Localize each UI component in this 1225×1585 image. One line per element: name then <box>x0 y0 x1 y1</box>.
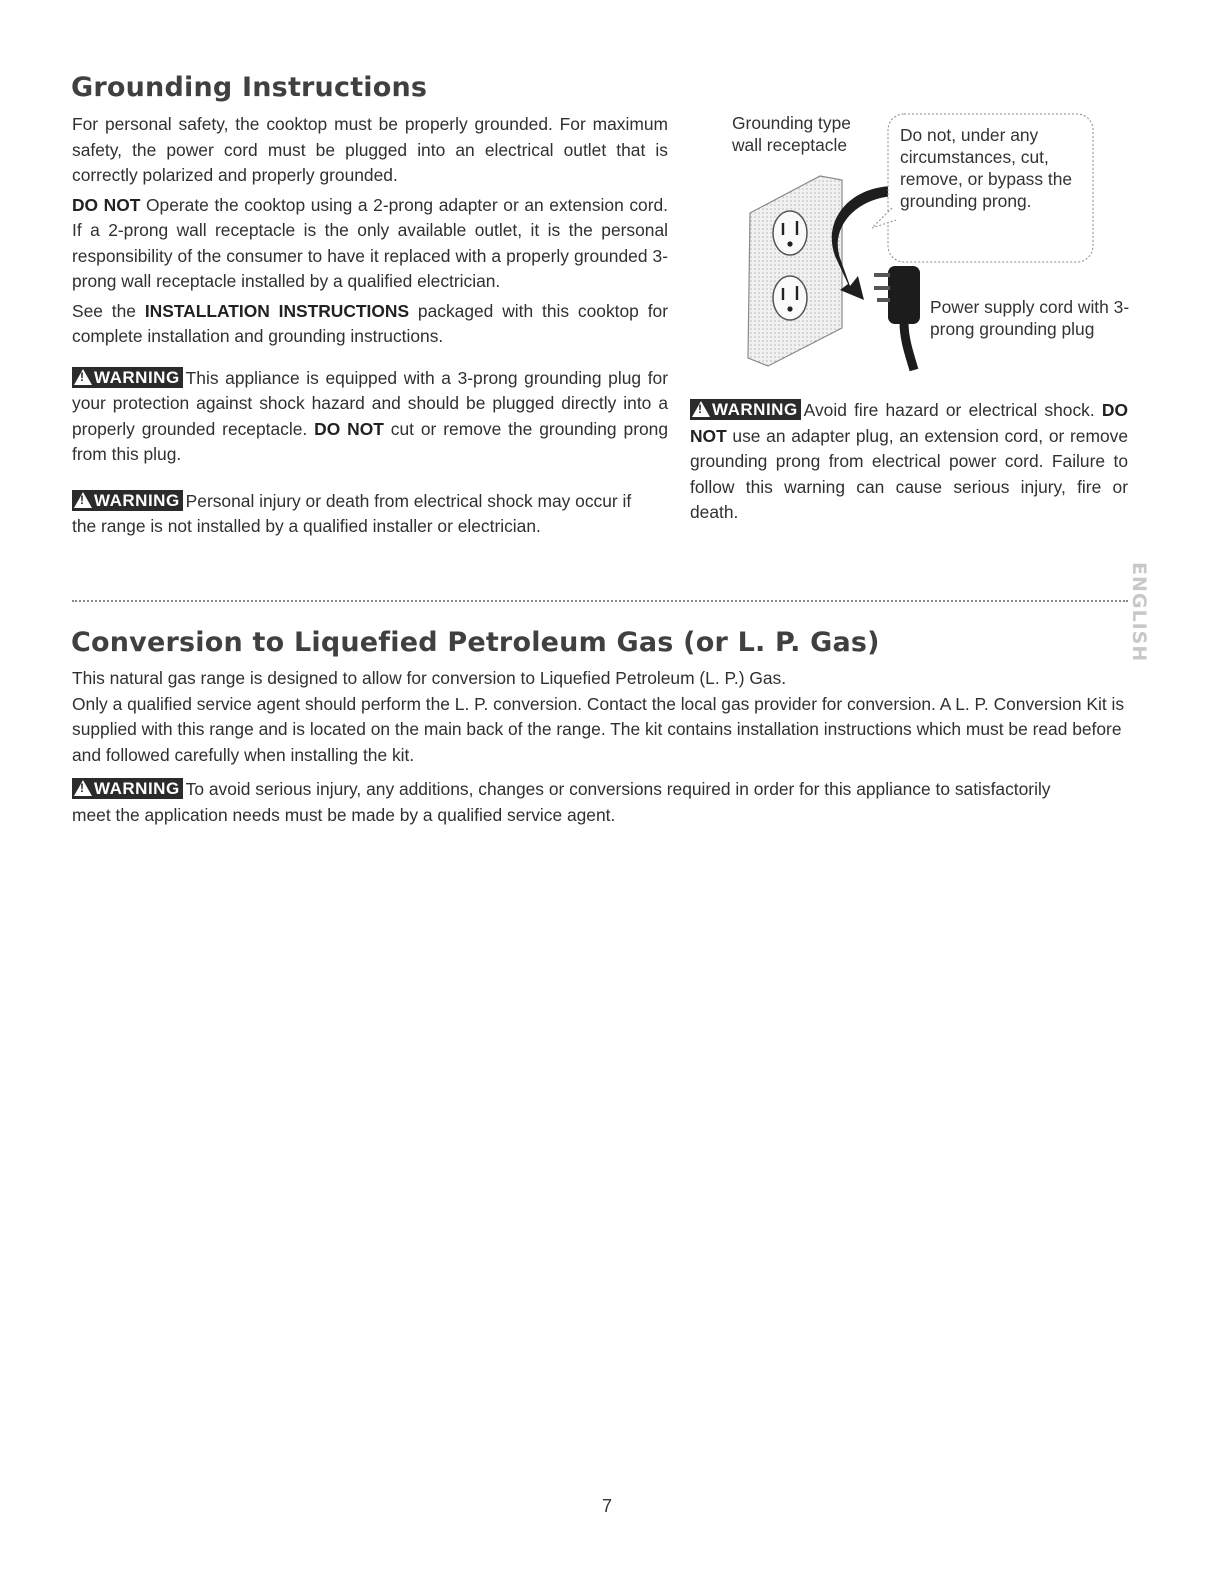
lp-text-column <box>72 666 1132 828</box>
section-divider <box>72 600 1128 602</box>
wall-plate <box>748 176 842 366</box>
lp-paragraph-2: Only a qualified service agent should perform the L. P. conversion. Contact the local gas provider for conversion. A L. P. Conversion Kit is supplied with this range and is located on the main back of the range. The kit contains installation instructions which must be read before and followed carefully when installing the kit. <box>72 693 1125 765</box>
grounding-paragraph-1: For personal safety, the cooktop must be properly grounded. For maximum safety, the power cord must be plugged into an electrical outlet that is correctly polarized and properly grounded. <box>72 114 668 185</box>
warning-triangle-icon <box>74 492 92 508</box>
warning-paragraph-fire: !WARNING Avoid fire hazard or electrical shock. DO NOT use an adapter plug, an extension cord, or remove grounding prong from electrical power cord. Failure to follow this warning can cause serious injury, fire or death. <box>690 398 1128 526</box>
lp-paragraph-1: This natural gas range is designed to allow for conversion to Liquefied Petroleum (L. P.) Gas. <box>72 668 787 688</box>
section-title-lp-conversion: Conversion to Liquefied Petroleum Gas (or L. P. Gas) <box>71 627 880 658</box>
outlet-lower-icon <box>773 276 807 320</box>
section-title-grounding: Grounding Instructions <box>71 72 428 103</box>
warning-badge: !WARNING <box>690 399 801 420</box>
plug-icon <box>874 266 920 370</box>
outlet-upper-icon <box>773 211 807 255</box>
installation-instructions-emphasis: INSTALLATION INSTRUCTIONS <box>144 300 410 321</box>
warning-badge: !WARNING <box>72 367 183 388</box>
do-not-emphasis: DO NOT <box>72 194 141 215</box>
grounding-paragraph-3: See the INSTALLATION INSTRUCTIONS packaged with this cooktop for complete installation and grounding instructions. <box>72 300 668 346</box>
grounding-paragraph-2: DO NOT Operate the cooktop using a 2-prong adapter or an extension cord. If a 2-prong wall receptacle is the only available outlet, it is the personal responsibility of the consumer to have it replaced with a properly grounded 3-prong wall receptacle installed by a qualified electrician. <box>72 194 668 291</box>
plug-label: Power supply cord with 3-prong grounding plug <box>930 297 1130 339</box>
warning-badge: !WARNING <box>72 490 183 511</box>
warning-column-right <box>690 398 1128 526</box>
warning-paragraph-installer: !WARNING Personal injury or death from electrical shock may occur if the range is not installed by a qualified installer or electrician. <box>72 489 652 540</box>
warning-triangle-icon <box>74 780 92 796</box>
receptacle-figure <box>690 108 1160 383</box>
lp-warning-paragraph: !WARNING To avoid serious injury, any additions, changes or conversions required in order for this appliance to satisfactorily meet the application needs must be made by a qualified service agent. <box>72 777 1092 828</box>
warning-triangle-icon <box>74 369 92 385</box>
warning-badge: !WARNING <box>72 778 183 799</box>
warning-paragraph-prong: !WARNING This appliance is equipped with a 3-prong grounding plug for your protection against shock hazard and should be plugged directly into a properly grounded receptacle. DO NOT cut or remove the grounding prong from this plug. <box>72 366 668 468</box>
language-tab: ENGLISH <box>1128 562 1150 663</box>
callout-text: Do not, under any circumstances, cut, remove, or bypass the grounding prong. <box>900 125 1073 211</box>
grounding-text-column <box>72 112 668 540</box>
warning-triangle-icon <box>692 401 710 417</box>
page-number: 7 <box>602 1496 613 1516</box>
receptacle-label: Grounding type wall receptacle <box>732 113 851 155</box>
